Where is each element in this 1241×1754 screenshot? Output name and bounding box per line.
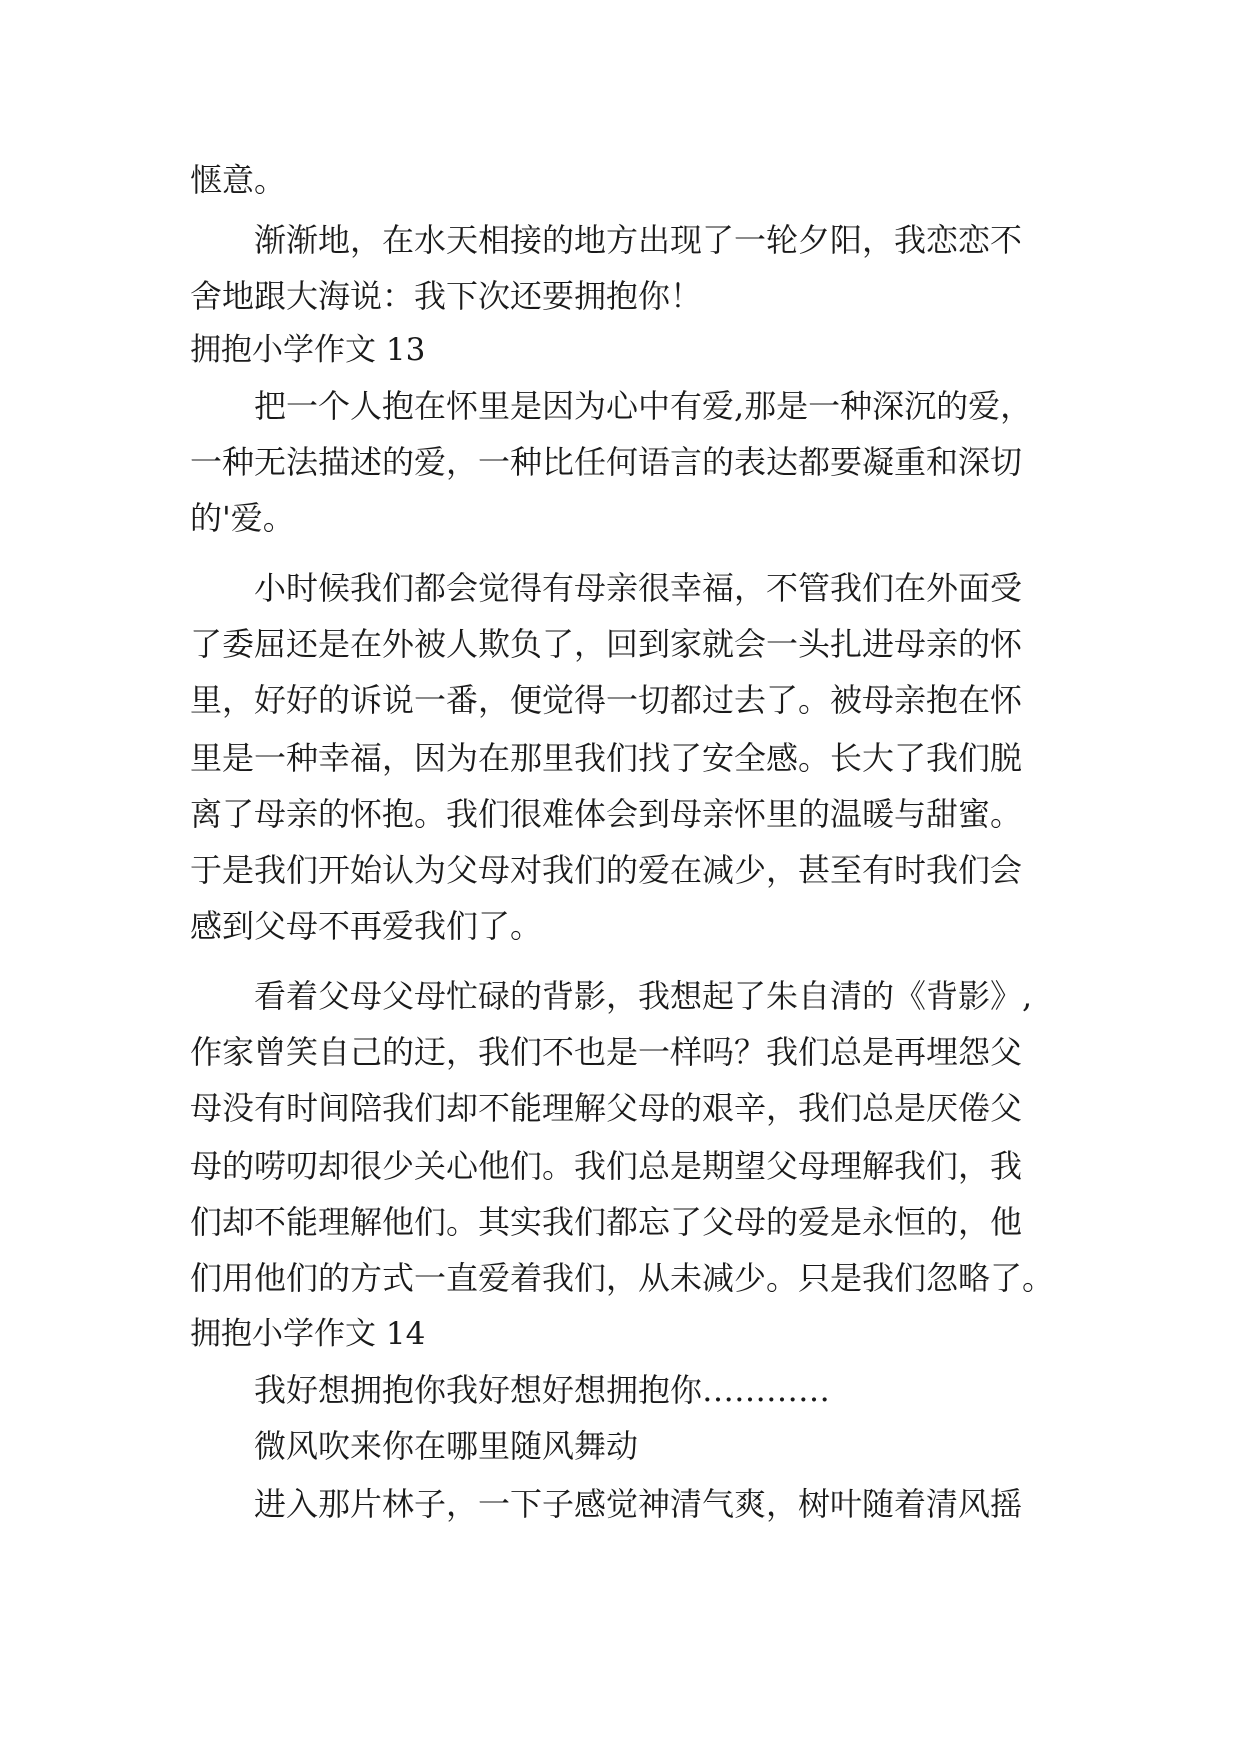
paragraph-line: 把一个人抱在怀里是因为心中有爱,那是一种深沉的爱， <box>254 387 1033 425</box>
paragraph-line: 作家曾笑自己的迂，我们不也是一样吗？我们总是再埋怨父 <box>190 1033 1023 1071</box>
paragraph-line: 一种无法描述的爱，一种比任何语言的表达都要凝重和深切 <box>190 443 1023 481</box>
paragraph-line: 离了母亲的怀抱。我们很难体会到母亲怀里的温暖与甜蜜。 <box>190 795 1023 833</box>
paragraph-line: 渐渐地，在水天相接的地方出现了一轮夕阳，我恋恋不 <box>254 221 1023 259</box>
paragraph-line: 看着父母父母忙碌的背影，我想起了朱自清的《背影》, <box>254 977 1033 1015</box>
section-title: 拥抱小学作文 14 <box>190 1316 426 1352</box>
paragraph-line: 小时候我们都会觉得有母亲很幸福，不管我们在外面受 <box>254 569 1023 607</box>
paragraph-line: 感到父母不再爱我们了。 <box>190 907 543 945</box>
paragraph-line: 们用他们的方式一直爱着我们，从未减少。只是我们忽略了。 <box>190 1259 1055 1297</box>
paragraph-line: 母没有时间陪我们却不能理解父母的艰辛，我们总是厌倦父 <box>190 1089 1023 1127</box>
section-title: 拥抱小学作文 13 <box>190 332 426 368</box>
paragraph-line: 舍地跟大海说：我下次还要拥抱你！ <box>190 277 703 315</box>
paragraph-line: 微风吹来你在哪里随风舞动 <box>254 1427 639 1465</box>
paragraph-line: 里是一种幸福，因为在那里我们找了安全感。长大了我们脱 <box>190 739 1023 777</box>
paragraph-line: 里，好好的诉说一番，便觉得一切都过去了。被母亲抱在怀 <box>190 681 1023 719</box>
paragraph-line: 的'爱。 <box>190 499 295 537</box>
paragraph-line: 进入那片林子，一下子感觉神清气爽，树叶随着清风摇 <box>254 1485 1023 1523</box>
paragraph-line: 了委屈还是在外被人欺负了，回到家就会一头扎进母亲的怀 <box>190 625 1023 663</box>
paragraph-line: 惬意。 <box>190 161 287 199</box>
paragraph-line: 母的唠叨却很少关心他们。我们总是期望父母理解我们，我 <box>190 1147 1023 1185</box>
paragraph-line: 于是我们开始认为父母对我们的爱在减少，甚至有时我们会 <box>190 851 1023 889</box>
paragraph-line: 我好想拥抱你我好想好想拥抱你………… <box>254 1371 831 1409</box>
paragraph-line: 们却不能理解他们。其实我们都忘了父母的爱是永恒的，他 <box>190 1203 1023 1241</box>
